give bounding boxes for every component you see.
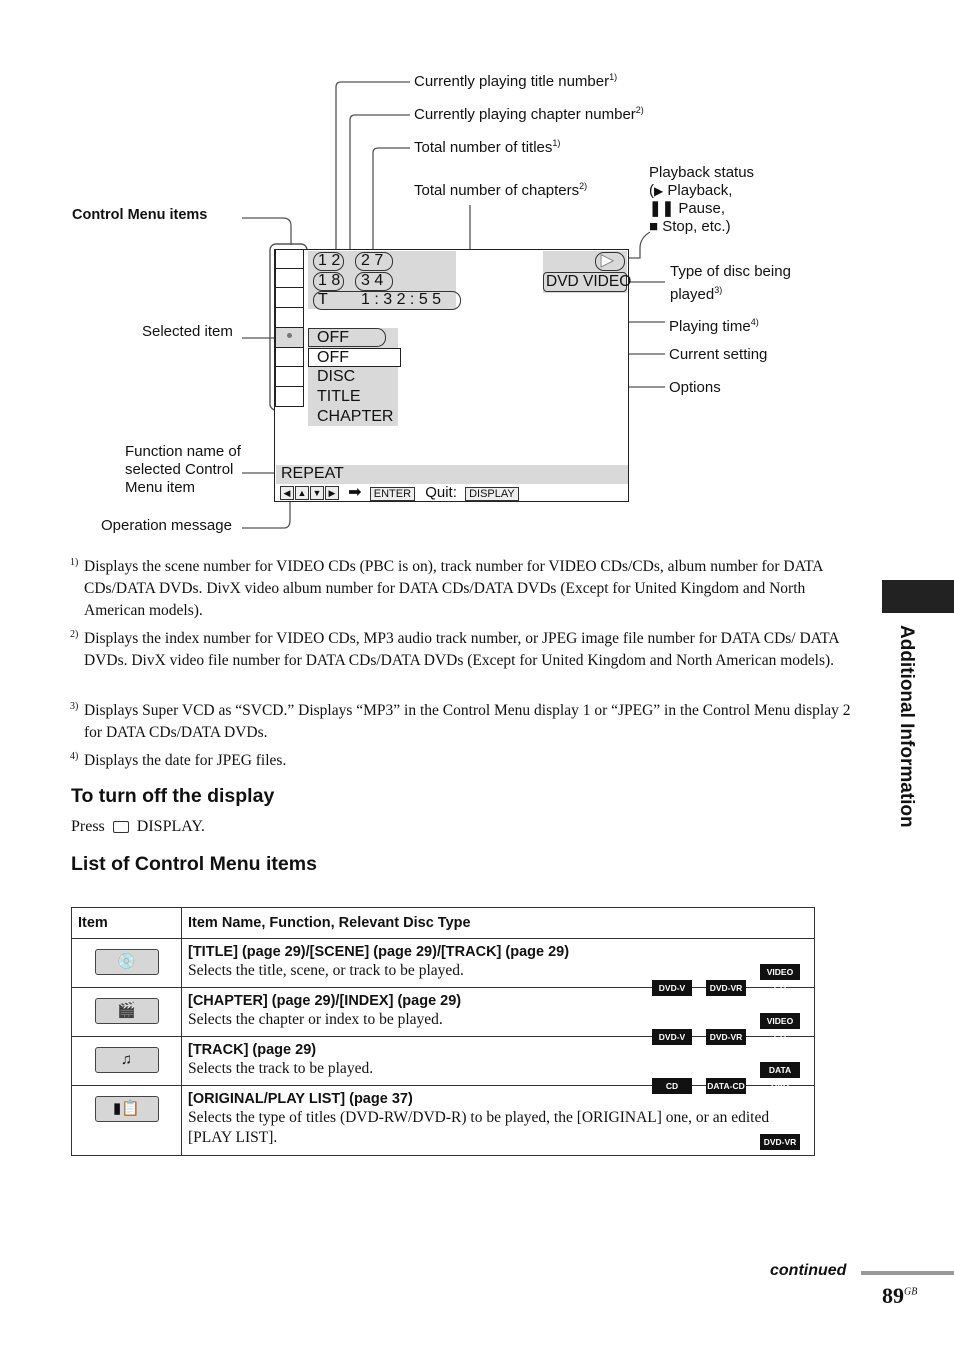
right-arrow-icon: ▶ <box>325 486 339 500</box>
selected-dot-icon <box>287 333 292 338</box>
footnote: 4) Displays the date for JPEG files. <box>70 751 287 769</box>
table-header-desc: Item Name, Function, Relevant Disc Type <box>182 908 815 939</box>
callout-control-menu-items: Control Menu items <box>72 207 208 223</box>
control-menu-display <box>274 249 632 502</box>
item-icon-cell <box>72 1086 182 1156</box>
disc-badge: DATA-CD <box>706 1078 746 1094</box>
callout-disc-type: Type of disc being played$^{3)}$ <box>670 263 791 303</box>
option-off[interactable]: OFF <box>317 349 349 366</box>
menu-icon-cell <box>275 287 304 308</box>
menu-icon-cell <box>275 307 304 328</box>
chapter-number: 1 8 <box>318 272 341 289</box>
control-menu-table <box>71 907 815 1156</box>
disc-badge: CD <box>652 1078 692 1094</box>
disc-badge: DVD-VR <box>760 1134 800 1150</box>
total-chapters: 3 4 <box>361 272 384 289</box>
menu-icon-cell <box>275 366 304 387</box>
disc-badge: DVD-VR <box>706 1029 746 1045</box>
item-icon-cell <box>72 939 182 988</box>
page-number: $89^{GB}$ <box>882 1283 918 1308</box>
time-prefix: T <box>318 291 328 308</box>
disc-badge: DVD-V <box>652 980 692 996</box>
table-row <box>72 1037 815 1086</box>
total-titles: 2 7 <box>361 252 384 269</box>
callout-current-setting: Current setting <box>669 346 768 363</box>
table-row <box>72 939 815 988</box>
function-name: REPEAT <box>281 465 344 482</box>
menu-icon-cell <box>275 249 304 269</box>
stop-icon: ■ <box>649 218 659 235</box>
table-header-row <box>72 908 815 939</box>
callout-playing-time: Playing time$^{4)}$ <box>669 317 759 335</box>
item-desc-cell: [TITLE] (page 29)/[SCENE] (page 29)/[TRACK] (page 29) Selects the title, scene, or track to be played. DVD-V DVD-VRVIDEO CD <box>182 939 815 988</box>
option-title[interactable]: TITLE <box>317 388 361 405</box>
display-button-icon <box>113 821 129 833</box>
disc-badge: VIDEO CD <box>760 964 800 980</box>
side-tab: Additional Information <box>896 625 917 828</box>
callout-playback-status: Playback status (▶ Playback, ❚❚ Pause, ■ Stop, etc.) <box>649 164 755 235</box>
selected-menu-icon-cell <box>275 327 304 348</box>
left-arrow-icon: ◀ <box>280 486 294 500</box>
callout-operation-message: Operation message <box>101 517 232 534</box>
current-setting: OFF <box>317 329 349 346</box>
footnote: 1) Displays the scene number for VIDEO CDs (PBC is on), track number for VIDEO CDs/CDs, album number for DATA CDs/DATA DVDs. DivX video album number for DATA CDs/DATA DVDs (Except for United Kingdom and North American models). <box>70 557 823 619</box>
turn-off-instruction: Press DISPLAY. <box>71 818 205 835</box>
disc-icon: 💿 <box>95 949 159 975</box>
disc-badge: VIDEO CD <box>760 1013 800 1029</box>
list-heading: List of Control Menu items <box>71 853 317 875</box>
callout-options: Options <box>669 379 721 396</box>
menu-icon-cell <box>275 347 304 367</box>
item-desc-cell: [ORIGINAL/PLAY LIST] (page 37) Selects the type of titles (DVD-RW/DVD-R) to be played, the [ORIGINAL] one, or an edited [PLAY LIST]. DVD-VR <box>182 1086 815 1156</box>
footnote: 2) Displays the index number for VIDEO CDs, MP3 audio track number, or JPEG image file number for DATA CDs/ DATA DVDs. DivX video file number for DATA CDs/DATA DVDs (Except for United Kingdom and North American models). <box>70 629 839 669</box>
option-chapter[interactable]: CHAPTER <box>317 408 394 425</box>
disc-badge: DVD-V <box>652 1029 692 1045</box>
disc-type: DVD VIDEO <box>546 273 632 290</box>
enter-key: ENTER <box>370 487 415 501</box>
continued-rule <box>861 1271 954 1275</box>
option-disc[interactable]: DISC <box>317 368 356 385</box>
table-row <box>72 1086 815 1156</box>
playlist-icon: ▮📋 <box>95 1096 159 1122</box>
continued-label: continued <box>770 1262 847 1279</box>
item-desc-cell: [TRACK] (page 29) Selects the track to be played. CD DATA-CDDATA DVD <box>182 1037 815 1086</box>
callout-selected-item: Selected item <box>142 323 233 340</box>
down-arrow-icon: ▼ <box>310 486 324 500</box>
callout-chapter-number: Currently playing chapter number$^{2)}$ <box>414 105 644 123</box>
callout-title-number: Currently playing title number$^{1)}$ <box>414 72 618 90</box>
table-row <box>72 988 815 1037</box>
play-icon: ▶ <box>654 184 664 198</box>
callout-total-chapters: Total number of chapters$^{2)}$ <box>414 181 588 199</box>
callout-function-name: Function name of selected Control Menu item <box>125 443 241 496</box>
up-arrow-icon: ▲ <box>295 486 309 500</box>
quit-label: Quit: <box>425 484 457 501</box>
callout-total-titles: Total number of titles$^{1)}$ <box>414 138 561 156</box>
playing-time: 1 : 3 2 : 5 5 <box>361 291 442 308</box>
title-number: 1 2 <box>318 252 341 269</box>
disc-badge: DVD-VR <box>706 980 746 996</box>
turn-off-heading: To turn off the display <box>71 785 275 807</box>
side-tab-marker <box>882 580 954 613</box>
play-status-icon: ▶ <box>601 252 614 269</box>
item-desc-cell: [CHAPTER] (page 29)/[INDEX] (page 29) Selects the chapter or index to be played. DVD-V DVD-VRVIDEO CD <box>182 988 815 1037</box>
table-header-item: Item <box>72 908 182 939</box>
menu-icon-cell <box>275 268 304 288</box>
next-arrow-icon: ➡ <box>348 484 362 501</box>
display-key: DISPLAY <box>465 487 519 501</box>
music-note-icon: ♫ <box>95 1047 159 1073</box>
footnote: 3) Displays Super VCD as “SVCD.” Displays “MP3” in the Control Menu display 1 or “JPEG” in the Control Menu display 2 for DATA CDs/DATA DVDs. <box>70 701 851 741</box>
operation-message <box>280 485 519 501</box>
menu-icon-cell <box>275 386 304 407</box>
clapperboard-icon: 🎬 <box>95 998 159 1024</box>
item-icon-cell <box>72 988 182 1037</box>
disc-badge: DATA DVD <box>760 1062 800 1078</box>
pause-icon: ❚❚ <box>649 200 675 217</box>
item-icon-cell <box>72 1037 182 1086</box>
